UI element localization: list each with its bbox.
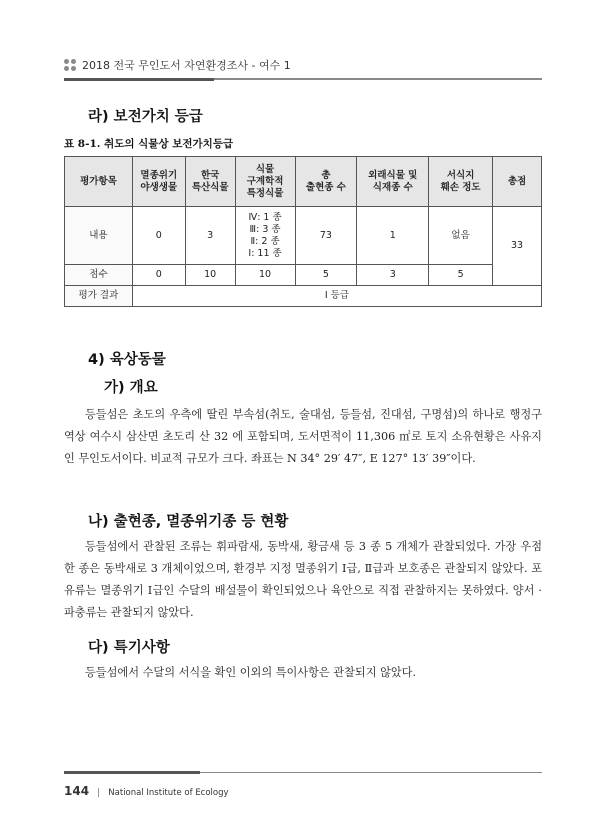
- header-cell-habitat-damage: 서식지 훼손 정도: [429, 157, 493, 207]
- section-heading-conservation-grade: 라) 보전가치 등급: [88, 109, 203, 125]
- dots-icon: [64, 59, 76, 71]
- table-row-content: [65, 207, 542, 265]
- section-heading-special-notes: 다) 특기사항: [88, 640, 170, 656]
- cell-total-score: 33: [493, 207, 542, 286]
- table-row-result: [65, 286, 542, 307]
- rank-i: Ⅰ: 11 종: [248, 247, 282, 259]
- header-cell-criteria: 평가항목: [65, 157, 133, 207]
- rank-iii: Ⅲ: 3 종: [249, 223, 281, 235]
- section-heading-terrestrial-animals: 4) 육상동물: [88, 352, 166, 368]
- species-status-paragraph: 등들섬에서 관찰된 조류는 휘파람새, 동박새, 황금새 등 3 종 5 개체가 관찰되었다. 가장 우점한 종은 동박새로 3 개체이었으며, 환경부 지정 멸종위기 Ⅰ급, Ⅱ급과 보호종은 관찰되지 않았다. 포유류는 멸종위기 Ⅰ급인 수달의 배설물이 확인되었으나 육안으로 직접 관찰하지는 못하였다. 양서 · 파충류는 관찰되지 않았다.: [64, 540, 542, 619]
- running-title: 2018 전국 무인도서 자연환경조사 - 여수 1: [82, 59, 291, 72]
- row-label-result: 평가 결과: [65, 286, 133, 307]
- cell-total-species: 73: [295, 207, 357, 265]
- cell-endemic: 3: [185, 207, 235, 265]
- row-label-content: 내용: [65, 207, 133, 265]
- score-total-species: 5: [295, 265, 357, 286]
- page-number: 144: [64, 784, 90, 798]
- cell-endangered: 0: [132, 207, 185, 265]
- score-alien-species: 3: [357, 265, 429, 286]
- score-endemic: 10: [185, 265, 235, 286]
- section-heading-species-status: 나) 출현종, 멸종위기종 등 현황: [88, 514, 289, 530]
- header-cell-endemic: 한국 특산식물: [185, 157, 235, 207]
- header-cell-total-score: 총점: [493, 157, 542, 207]
- score-floristic: 10: [235, 265, 295, 286]
- rank-iv: Ⅳ: 1 종: [248, 211, 282, 223]
- table-header-row: [65, 157, 542, 207]
- header-cell-alien-species: 외래식물 및 식재종 수: [357, 157, 429, 207]
- overview-paragraph: 등들섬은 초도의 우측에 딸린 부속섬(취도, 술대섬, 등들섬, 진대섬, 구명섬)의 하나로 행정구역상 여수시 삼산면 초도리 산 32 에 포함되며, 도서면적이 11,306 ㎡로 토지 소유현황은 사유지인 무인도서이다. 비교적 규모가 크다. 좌표는 N 34° 29′ 47″, E 127° 13′ 39″이다.: [64, 408, 542, 465]
- header-cell-total-species: 총 출현종 수: [295, 157, 357, 207]
- footer-divider-accent: [64, 771, 200, 774]
- running-header: [64, 56, 542, 76]
- table-caption: 표 8-1. 취도의 식물상 보전가치등급: [64, 138, 234, 150]
- score-habitat-damage: 5: [429, 265, 493, 286]
- header-cell-endangered: 멸종위기 야생생물: [132, 157, 185, 207]
- header-divider-accent: [64, 78, 214, 81]
- rank-ii: Ⅱ: 2 종: [250, 235, 280, 247]
- page-footer: [64, 780, 229, 799]
- row-label-score: 점수: [65, 265, 133, 286]
- footer-separator: |: [97, 788, 101, 798]
- conservation-grade-table: [64, 156, 542, 307]
- cell-floristic-ranks: [235, 207, 295, 265]
- footer-organization: National Institute of Ecology: [108, 788, 229, 798]
- table-row-score: [65, 265, 542, 286]
- cell-alien-species: 1: [357, 207, 429, 265]
- special-notes-paragraph: 등들섬에서 수달의 서식을 확인 이외의 특이사항은 관찰되지 않았다.: [85, 666, 417, 679]
- header-cell-floristic: 식물 구계학적 특정식물: [235, 157, 295, 207]
- cell-result-grade: Ⅰ 등급: [132, 286, 541, 307]
- section-heading-overview: 가) 개요: [104, 380, 158, 396]
- score-endangered: 0: [132, 265, 185, 286]
- cell-habitat-damage: 없음: [429, 207, 493, 265]
